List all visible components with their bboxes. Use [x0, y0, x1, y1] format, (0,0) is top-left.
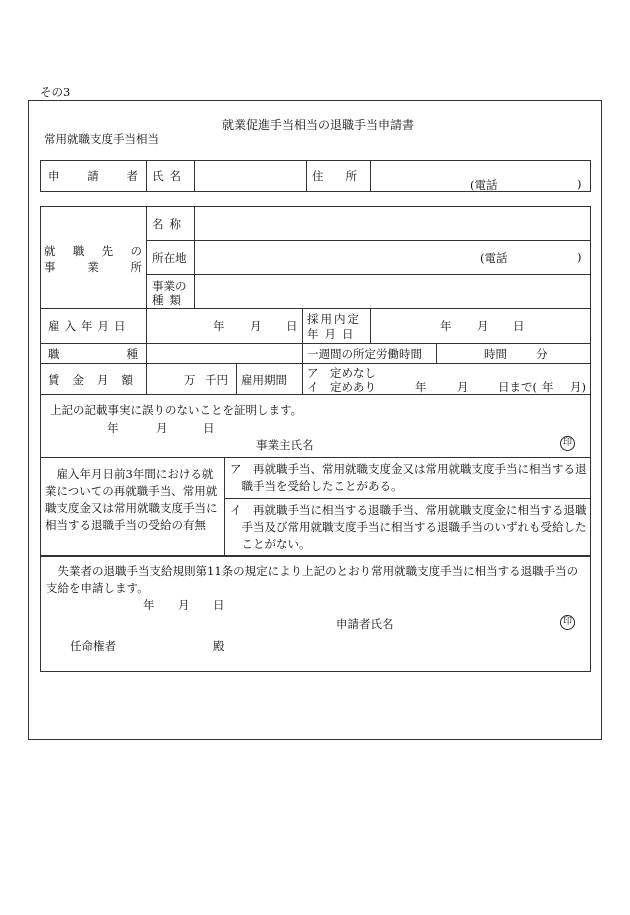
applicant-signature-field[interactable] — [400, 610, 550, 630]
employer-group-label-2: 事 業 所 — [44, 260, 142, 274]
employer-phone-label: (電話 — [480, 251, 508, 265]
cert-month-unit: 月 — [156, 421, 168, 435]
honorific: 殿 — [213, 639, 225, 653]
cert-day-unit: 日 — [203, 421, 215, 435]
hours-unit: 時間 — [484, 347, 507, 361]
page-label: その3 — [40, 85, 71, 99]
applicant-phone-label: (電話 — [470, 178, 498, 192]
period-month-unit: 月 — [457, 380, 469, 394]
weekly-hours-label: 一週間の所定労働時間 — [307, 347, 422, 361]
wage-label: 賃金月額 — [48, 373, 146, 387]
form-title: 就業促進手当相当の退職手当申請書 — [222, 118, 415, 132]
prior-receipt-option-a[interactable]: ア 再就職手当、常用就職支度金又は常用就職支度手当に相当する退職手当を受給したことがある。 — [230, 462, 587, 493]
prior-receipt-option-b[interactable]: イ 再就職手当に相当する退職手当、常用就職支度金に相当する退職手当及び常用就職支度手当に相当する退職手当のいずれも受給したことがない。 — [230, 503, 587, 551]
employment-period-label: 雇用期間 — [241, 373, 287, 387]
employer-name-sign-label: 事業主氏名 — [256, 438, 314, 452]
minutes-unit: 分 — [536, 347, 548, 361]
applicant-name-sign-label: 申請者氏名 — [336, 617, 394, 631]
applicant-phone-close: ) — [577, 177, 582, 191]
applicant-seal: 印 — [560, 615, 575, 630]
business-type-label: 事業の — [152, 279, 187, 293]
hire-date-label: 雇入年月日 — [48, 319, 131, 333]
job-type-label: 職 種 — [48, 347, 138, 361]
weekly-hours-field[interactable] — [438, 345, 589, 361]
employer-group-label: 就 職 先 の — [44, 244, 142, 258]
employer-phone-close: ) — [577, 250, 582, 264]
applicant-address-field[interactable] — [372, 162, 466, 190]
period-option-b[interactable]: イ 定めあり — [307, 380, 376, 394]
app-day-unit: 日 — [213, 598, 225, 612]
decision-month-unit: 月 — [477, 319, 489, 333]
hire-month-unit: 月 — [250, 319, 262, 333]
job-type-field[interactable] — [148, 345, 298, 361]
app-month-unit: 月 — [178, 598, 190, 612]
app-year-unit: 年 — [143, 598, 155, 612]
period-until: 日まで( — [498, 380, 537, 394]
business-type-field[interactable] — [196, 276, 589, 306]
decision-date-label: 採用内定 — [307, 312, 361, 326]
applicant-row-label: 申 請 者 — [48, 169, 138, 183]
period-option-a[interactable]: ア 定めなし — [307, 366, 376, 380]
prior-receipt-question: 雇入年月日前3年間における就業についての再就職手当、常用就職支度金又は常用就職支度手当に相当する退職手当の受給の有無 — [45, 467, 218, 532]
wage-sen-unit: 千円 — [205, 373, 228, 387]
form-subtitle: 常用就職支度手当相当 — [44, 132, 159, 146]
application-statement: 失業者の退職手当支給規則第11条の規定により上記のとおり常用就職支度手当に相当する退職手当の支給を申請します。 — [46, 564, 579, 595]
address-label: 住所 — [312, 169, 379, 183]
period-close: 月) — [570, 380, 586, 394]
decision-date-field[interactable] — [372, 310, 589, 341]
cert-year-unit: 年 — [107, 421, 119, 435]
period-years-unit: 年 — [542, 380, 554, 394]
hire-day-unit: 日 — [286, 319, 298, 333]
period-year-unit: 年 — [415, 380, 427, 394]
business-type-label-2: 種類 — [152, 293, 187, 307]
decision-date-label-2: 年月日 — [307, 327, 360, 341]
certification-statement: 上記の記載事実に誤りのないことを証明します。 — [50, 403, 303, 417]
employer-seal: 印 — [560, 436, 575, 451]
decision-year-unit: 年 — [440, 319, 452, 333]
decision-day-unit: 日 — [513, 319, 525, 333]
wage-field[interactable] — [148, 365, 182, 392]
appointer-label: 任命権者 — [70, 639, 116, 653]
employer-location-field[interactable] — [196, 242, 476, 272]
hire-year-unit: 年 — [213, 319, 225, 333]
employer-name-label: 名称 — [152, 217, 187, 231]
applicant-name-field[interactable] — [196, 162, 304, 190]
employer-name-field[interactable] — [196, 208, 589, 238]
hire-date-field[interactable] — [148, 310, 298, 341]
name-label: 氏名 — [152, 169, 187, 183]
employer-location-label: 所在地 — [152, 251, 187, 265]
wage-man-unit: 万 — [184, 373, 196, 387]
